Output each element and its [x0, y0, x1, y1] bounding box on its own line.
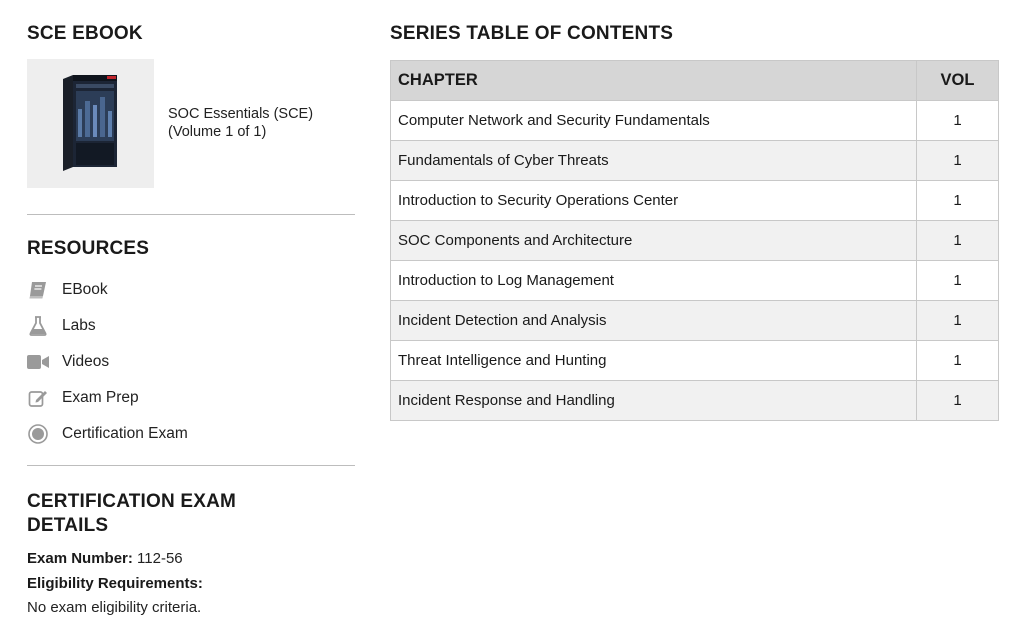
vol-cell: 1 [917, 221, 999, 261]
resources-list [27, 272, 188, 452]
resource-item-labs[interactable] [27, 308, 188, 344]
resource-item-certification-exam[interactable] [27, 416, 188, 452]
chapter-cell: Incident Response and Handling [391, 381, 917, 421]
vol-cell: 1 [917, 261, 999, 301]
exam-details [27, 547, 203, 621]
resource-item-ebook[interactable] [27, 272, 188, 308]
table-row [391, 141, 999, 181]
table-row [391, 181, 999, 221]
chapter-cell: Incident Detection and Analysis [391, 301, 917, 341]
chapter-cell: Fundamentals of Cyber Threats [391, 141, 917, 181]
toc-section-title: SERIES TABLE OF CONTENTS [390, 23, 674, 44]
flask-icon [27, 315, 49, 337]
eligibility-value: No exam eligibility criteria. [27, 599, 202, 616]
resources-section-title: RESOURCES [27, 238, 150, 259]
table-row [391, 381, 999, 421]
table-row [391, 101, 999, 141]
resource-item-videos[interactable] [27, 344, 188, 380]
table-row [391, 261, 999, 301]
resource-label: EBook [62, 281, 108, 298]
target-icon [27, 423, 49, 445]
vol-cell: 1 [917, 341, 999, 381]
vol-cell: 1 [917, 381, 999, 421]
video-camera-icon [27, 351, 49, 373]
resource-label: Videos [62, 353, 110, 370]
ebook-title-text: SOC Essentials (SCE) [168, 106, 314, 122]
vol-cell: 1 [917, 301, 999, 341]
chapter-cell: Introduction to Log Management [391, 261, 917, 301]
table-row [391, 341, 999, 381]
chapter-cell: SOC Components and Architecture [391, 221, 917, 261]
ebook-card[interactable] [27, 59, 355, 188]
divider [27, 214, 355, 215]
vol-cell: 1 [917, 101, 999, 141]
exam-number-label: Exam Number: [27, 550, 133, 567]
ebook-volume-text: (Volume 1 of 1) [168, 124, 267, 140]
resource-label: Labs [62, 317, 96, 334]
resource-item-exam-prep[interactable] [27, 380, 188, 416]
vol-cell: 1 [917, 181, 999, 221]
exam-number-value: 112-56 [137, 550, 183, 567]
chapter-cell: Computer Network and Security Fundamentals [391, 101, 917, 141]
eligibility-label: Eligibility Requirements: [27, 574, 203, 592]
table-row [391, 221, 999, 261]
certification-section-title: CERTIFICATION EXAM DETAILS [27, 491, 237, 536]
resource-label: Certification Exam [62, 425, 188, 442]
divider [27, 465, 355, 466]
chapter-cell: Threat Intelligence and Hunting [391, 341, 917, 381]
ebook-section-title: SCE EBOOK [27, 23, 143, 44]
ebook-caption[interactable] [168, 105, 313, 141]
chapter-column-header: CHAPTER [391, 61, 917, 101]
toc-table [390, 60, 999, 421]
exam-number-line [27, 547, 203, 572]
edit-icon [27, 387, 49, 409]
resource-label: Exam Prep [62, 389, 139, 406]
chapter-cell: Introduction to Security Operations Center [391, 181, 917, 221]
book-icon [27, 279, 49, 301]
table-header-row [391, 61, 999, 101]
book-box-illustration [63, 75, 119, 173]
ebook-cover-image[interactable] [27, 59, 154, 188]
vol-cell: 1 [917, 141, 999, 181]
table-row [391, 301, 999, 341]
vol-column-header: VOL [917, 61, 999, 101]
